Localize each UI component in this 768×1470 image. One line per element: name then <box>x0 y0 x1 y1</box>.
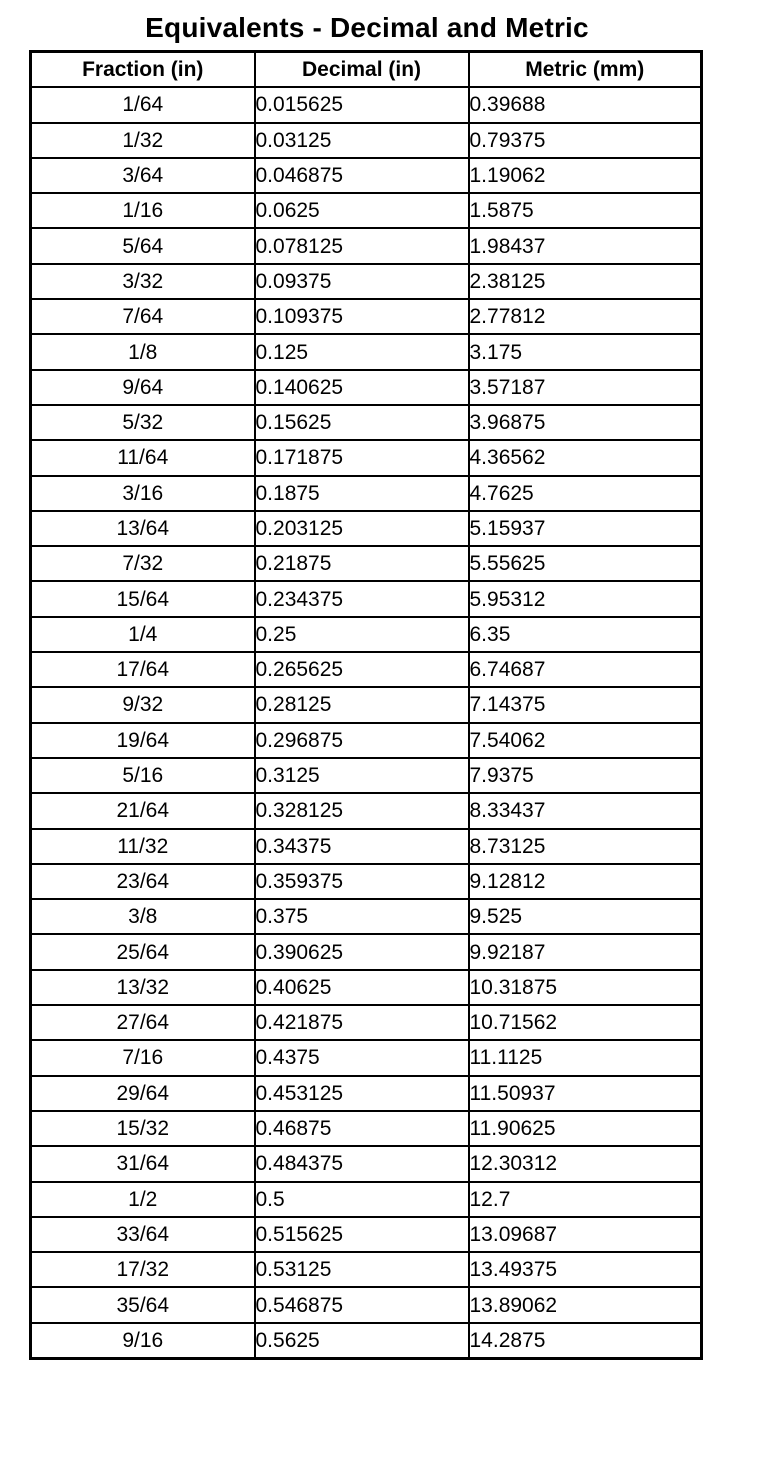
metric-cell: 3.57187 <box>469 370 702 405</box>
decimal-cell: 0.09375 <box>255 264 469 299</box>
table-row <box>31 934 702 969</box>
decimal-cell: 0.421875 <box>255 1005 469 1040</box>
metric-cell: 9.92187 <box>469 934 702 969</box>
table-row <box>31 1005 702 1040</box>
equivalents-table <box>29 50 703 1360</box>
metric-cell: 3.96875 <box>469 405 702 440</box>
table-row <box>31 158 702 193</box>
fraction-cell: 31/64 <box>31 1146 255 1181</box>
fraction-cell: 13/32 <box>31 970 255 1005</box>
table-row <box>31 723 702 758</box>
fraction-cell: 1/32 <box>31 123 255 158</box>
decimal-cell: 0.40625 <box>255 970 469 1005</box>
table-row <box>31 546 702 581</box>
fraction-cell: 11/64 <box>31 440 255 475</box>
metric-cell: 5.95312 <box>469 581 702 616</box>
fraction-cell: 1/8 <box>31 334 255 369</box>
table-row <box>31 1217 702 1252</box>
decimal-cell: 0.390625 <box>255 934 469 969</box>
decimal-cell: 0.359375 <box>255 864 469 899</box>
fraction-cell: 3/32 <box>31 264 255 299</box>
decimal-cell: 0.5 <box>255 1182 469 1217</box>
decimal-cell: 0.546875 <box>255 1287 469 1322</box>
fraction-cell: 21/64 <box>31 793 255 828</box>
metric-cell: 8.73125 <box>469 829 702 864</box>
table-row <box>31 617 702 652</box>
fraction-cell: 1/2 <box>31 1182 255 1217</box>
metric-cell: 4.36562 <box>469 440 702 475</box>
page-title: Equivalents - Decimal and Metric <box>145 12 589 43</box>
metric-cell: 9.12812 <box>469 864 702 899</box>
column-header-decimal: Decimal (in) <box>255 52 469 88</box>
metric-cell: 10.31875 <box>469 970 702 1005</box>
decimal-cell: 0.453125 <box>255 1076 469 1111</box>
metric-cell: 13.09687 <box>469 1217 702 1252</box>
metric-cell: 7.54062 <box>469 723 702 758</box>
table-row <box>31 1146 702 1181</box>
metric-cell: 12.30312 <box>469 1146 702 1181</box>
fraction-cell: 1/4 <box>31 617 255 652</box>
fraction-cell: 1/16 <box>31 193 255 228</box>
table-header-row <box>31 52 702 88</box>
fraction-cell: 33/64 <box>31 1217 255 1252</box>
decimal-cell: 0.125 <box>255 334 469 369</box>
table-row <box>31 511 702 546</box>
decimal-cell: 0.375 <box>255 899 469 934</box>
decimal-cell: 0.078125 <box>255 228 469 263</box>
metric-cell: 10.71562 <box>469 1005 702 1040</box>
fraction-cell: 5/64 <box>31 228 255 263</box>
metric-cell: 1.98437 <box>469 228 702 263</box>
table-row <box>31 1111 702 1146</box>
fraction-cell: 1/64 <box>31 87 255 122</box>
metric-cell: 8.33437 <box>469 793 702 828</box>
decimal-cell: 0.140625 <box>255 370 469 405</box>
metric-cell: 2.38125 <box>469 264 702 299</box>
table-row <box>31 193 702 228</box>
table-row <box>31 687 702 722</box>
decimal-cell: 0.3125 <box>255 758 469 793</box>
fraction-cell: 3/16 <box>31 476 255 511</box>
metric-cell: 7.9375 <box>469 758 702 793</box>
decimal-cell: 0.015625 <box>255 87 469 122</box>
metric-cell: 6.35 <box>469 617 702 652</box>
table-row <box>31 1252 702 1287</box>
decimal-cell: 0.171875 <box>255 440 469 475</box>
decimal-cell: 0.34375 <box>255 829 469 864</box>
table-row <box>31 793 702 828</box>
table-row <box>31 1040 702 1075</box>
decimal-cell: 0.28125 <box>255 687 469 722</box>
fraction-cell: 17/64 <box>31 652 255 687</box>
decimal-cell: 0.21875 <box>255 546 469 581</box>
decimal-cell: 0.296875 <box>255 723 469 758</box>
decimal-cell: 0.46875 <box>255 1111 469 1146</box>
decimal-cell: 0.15625 <box>255 405 469 440</box>
metric-cell: 9.525 <box>469 899 702 934</box>
decimal-cell: 0.265625 <box>255 652 469 687</box>
fraction-cell: 7/32 <box>31 546 255 581</box>
decimal-cell: 0.03125 <box>255 123 469 158</box>
metric-cell: 11.50937 <box>469 1076 702 1111</box>
metric-cell: 1.5875 <box>469 193 702 228</box>
metric-cell: 0.39688 <box>469 87 702 122</box>
metric-cell: 0.79375 <box>469 123 702 158</box>
fraction-cell: 7/16 <box>31 1040 255 1075</box>
metric-cell: 6.74687 <box>469 652 702 687</box>
table-row <box>31 264 702 299</box>
table-row <box>31 1076 702 1111</box>
table-row <box>31 864 702 899</box>
metric-cell: 5.55625 <box>469 546 702 581</box>
fraction-cell: 17/32 <box>31 1252 255 1287</box>
decimal-cell: 0.515625 <box>255 1217 469 1252</box>
fraction-cell: 9/16 <box>31 1323 255 1359</box>
table-row <box>31 1182 702 1217</box>
decimal-cell: 0.109375 <box>255 299 469 334</box>
metric-cell: 1.19062 <box>469 158 702 193</box>
metric-cell: 4.7625 <box>469 476 702 511</box>
metric-cell: 12.7 <box>469 1182 702 1217</box>
metric-cell: 5.15937 <box>469 511 702 546</box>
table-row <box>31 970 702 1005</box>
column-header-fraction: Fraction (in) <box>31 52 255 88</box>
table-row <box>31 829 702 864</box>
fraction-cell: 9/64 <box>31 370 255 405</box>
decimal-cell: 0.046875 <box>255 158 469 193</box>
table-row <box>31 299 702 334</box>
decimal-cell: 0.234375 <box>255 581 469 616</box>
fraction-cell: 3/8 <box>31 899 255 934</box>
decimal-cell: 0.4375 <box>255 1040 469 1075</box>
table-row <box>31 228 702 263</box>
metric-cell: 13.49375 <box>469 1252 702 1287</box>
decimal-cell: 0.5625 <box>255 1323 469 1359</box>
metric-cell: 11.1125 <box>469 1040 702 1075</box>
fraction-cell: 35/64 <box>31 1287 255 1322</box>
decimal-cell: 0.0625 <box>255 193 469 228</box>
table-row <box>31 123 702 158</box>
metric-cell: 11.90625 <box>469 1111 702 1146</box>
table-row <box>31 476 702 511</box>
table-row <box>31 334 702 369</box>
metric-cell: 14.2875 <box>469 1323 702 1359</box>
decimal-cell: 0.328125 <box>255 793 469 828</box>
table-row <box>31 370 702 405</box>
fraction-cell: 9/32 <box>31 687 255 722</box>
table-row <box>31 1287 702 1322</box>
decimal-cell: 0.1875 <box>255 476 469 511</box>
column-header-metric: Metric (mm) <box>469 52 702 88</box>
fraction-cell: 11/32 <box>31 829 255 864</box>
fraction-cell: 19/64 <box>31 723 255 758</box>
table-row <box>31 405 702 440</box>
fraction-cell: 7/64 <box>31 299 255 334</box>
fraction-cell: 15/32 <box>31 1111 255 1146</box>
table-body <box>31 87 702 1358</box>
table-row <box>31 899 702 934</box>
decimal-cell: 0.484375 <box>255 1146 469 1181</box>
metric-cell: 2.77812 <box>469 299 702 334</box>
decimal-cell: 0.203125 <box>255 511 469 546</box>
table-row <box>31 758 702 793</box>
decimal-cell: 0.25 <box>255 617 469 652</box>
table-row <box>31 652 702 687</box>
metric-cell: 3.175 <box>469 334 702 369</box>
table-row <box>31 581 702 616</box>
fraction-cell: 5/32 <box>31 405 255 440</box>
fraction-cell: 29/64 <box>31 1076 255 1111</box>
metric-cell: 13.89062 <box>469 1287 702 1322</box>
fraction-cell: 3/64 <box>31 158 255 193</box>
table-row <box>31 440 702 475</box>
table-row <box>31 1323 702 1359</box>
decimal-cell: 0.53125 <box>255 1252 469 1287</box>
fraction-cell: 25/64 <box>31 934 255 969</box>
table-row <box>31 87 702 122</box>
metric-cell: 7.14375 <box>469 687 702 722</box>
fraction-cell: 13/64 <box>31 511 255 546</box>
fraction-cell: 5/16 <box>31 758 255 793</box>
fraction-cell: 23/64 <box>31 864 255 899</box>
fraction-cell: 27/64 <box>31 1005 255 1040</box>
fraction-cell: 15/64 <box>31 581 255 616</box>
